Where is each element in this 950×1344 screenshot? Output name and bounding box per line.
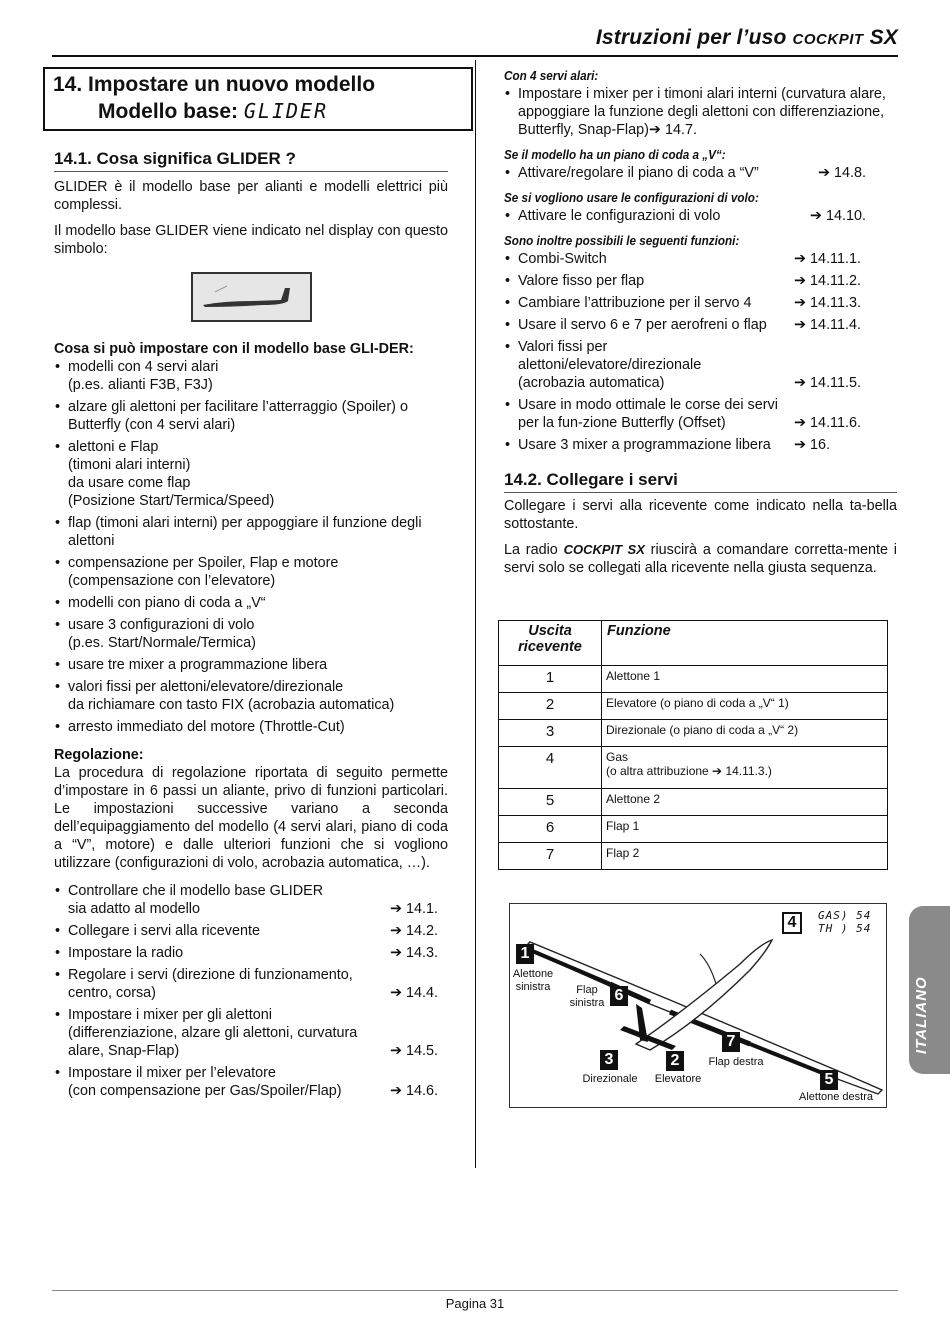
language-tab xyxy=(909,906,950,1074)
cross-ref-link[interactable]: ➔ 14.5. xyxy=(389,1043,438,1059)
step-item xyxy=(54,966,438,1002)
header-brand: COCKPIT xyxy=(792,31,864,48)
step-item xyxy=(54,1064,438,1100)
note-brand: COCKPIT SX xyxy=(563,542,645,557)
table-row xyxy=(499,693,888,720)
lcd-model-name: GLIDER xyxy=(243,99,329,123)
cross-ref-link[interactable]: ➔ 14.8. xyxy=(817,165,866,181)
cross-ref-link[interactable]: ➔ 14.11.6. xyxy=(794,415,861,431)
lcd-line-2: TH ) 54 xyxy=(818,922,872,935)
output-number-cell: 4 xyxy=(499,747,602,789)
marker-7: 7 xyxy=(722,1032,740,1052)
list-other-functions xyxy=(504,250,866,454)
label-alettone-sinistra: Alettone sinistra xyxy=(512,968,554,993)
item-text: Attivare le configurazioni di volo xyxy=(518,208,721,224)
label-flap-sinistra: Flap sinistra xyxy=(569,984,605,1009)
marker-5: 5 xyxy=(820,1070,838,1090)
function-cell: Flap 2 xyxy=(602,843,888,870)
table-row xyxy=(499,720,888,747)
footer-rule xyxy=(52,1290,898,1291)
chapter-title-box xyxy=(43,67,473,131)
label-direzionale: Direzionale xyxy=(582,1073,638,1085)
heading-other-functions: Sono inoltre possibili le seguenti funzioni: xyxy=(504,233,740,248)
section-14-2-intro: Collegare i servi alla ricevente come indicato nella ta-bella sottostante. xyxy=(504,498,897,532)
right-column xyxy=(504,68,897,577)
marker-6: 6 xyxy=(610,986,628,1006)
lcd-line-1: GAS) 54 xyxy=(818,909,872,922)
table-header-function: Funzione xyxy=(602,621,888,666)
function-text: Usare 3 mixer a programmazione libera xyxy=(518,437,771,453)
function-item xyxy=(504,316,866,334)
function-cell: Direzionale (o piano di coda a „V“ 2) xyxy=(602,720,888,747)
heading-4-servi: Con 4 servi alari: xyxy=(504,68,599,83)
can-set-heading: Cosa si può impostare con il modello base GLI-DER: xyxy=(54,341,414,357)
step-text: Collegare i servi alla ricevente xyxy=(68,923,260,939)
table-row xyxy=(499,816,888,843)
table-row xyxy=(499,789,888,816)
function-cell: Gas (o altra attribuzione ➔ 14.11.3.) xyxy=(602,747,888,789)
item-text: Attivare/regolare il piano di coda a “V” xyxy=(518,165,759,181)
feature-item: • modelli con 4 servi alari (p.es. alianti F3B, F3J) xyxy=(54,358,448,394)
label-alettone-destra: Alettone destra xyxy=(799,1091,873,1103)
receiver-output-table xyxy=(498,620,888,870)
function-text: Combi-Switch xyxy=(518,251,607,267)
function-text: Valori fissi per alettoni/elevatore/direzionale (acrobazia automatica) xyxy=(518,339,702,391)
cross-ref-link[interactable]: ➔ 14.2. xyxy=(389,923,438,939)
chapter-subtitle xyxy=(53,98,463,125)
table-row xyxy=(499,843,888,870)
step-text: Impostare i mixer per gli alettoni (differenziazione, alzare gli alettoni, curvatura alare, Snap-Flap) xyxy=(68,1007,358,1059)
function-cell: Alettone 1 xyxy=(602,666,888,693)
left-column xyxy=(54,149,448,1104)
step-item xyxy=(54,944,438,962)
header-rule xyxy=(52,55,898,57)
header-title-text: Istruzioni per l’uso xyxy=(595,26,793,49)
cross-ref-link[interactable]: ➔ 14.4. xyxy=(389,985,438,1001)
cross-ref-link[interactable]: ➔ 16. xyxy=(794,437,831,453)
section-14-2-note xyxy=(504,541,897,577)
heading-v-tail: Se il modello ha un piano di coda a „V“: xyxy=(504,147,726,162)
glider-symbol-image xyxy=(191,272,312,322)
marker-2: 2 xyxy=(666,1051,684,1071)
function-text: Usare in modo ottimale le corse dei servi per la fun-zione Butterfly (Offset) xyxy=(518,397,778,431)
label-elevatore: Elevatore xyxy=(654,1073,702,1085)
note-text-b: riuscirà a comandare corretta-mente i servi solo se collegati alla ricevente nella giusta sequenza. xyxy=(504,542,897,576)
output-number-cell: 6 xyxy=(499,816,602,843)
section-14-2-heading: 14.2. Collegare i servi xyxy=(504,470,897,493)
function-item xyxy=(504,396,866,432)
list-v-tail xyxy=(504,164,866,182)
servo-wiring-diagram xyxy=(509,903,887,1108)
function-cell: Flap 1 xyxy=(602,816,888,843)
function-text: Valore fisso per flap xyxy=(518,273,645,289)
step-text: Regolare i servi (direzione di funzionamento, centro, corsa) xyxy=(68,967,353,1001)
note-text-a: La radio xyxy=(504,542,564,558)
list-4-servi xyxy=(504,85,897,139)
language-tab-label: ITALIANO xyxy=(913,976,930,1054)
chapter-title: 14. Impostare un nuovo modello xyxy=(53,73,376,96)
cross-ref-link[interactable]: ➔ 14.3. xyxy=(389,945,438,961)
feature-item: • flap (timoni alari interni) per appoggiare il funzione degli alettoni xyxy=(54,514,448,550)
cross-ref-link[interactable]: ➔ 14.11.1. xyxy=(794,251,861,267)
function-item xyxy=(504,436,866,454)
feature-item: • valori fissi per alettoni/elevatore/direzionale da richiamare con tasto FIX (acrobazia automatica) xyxy=(54,678,448,714)
step-item xyxy=(54,882,438,918)
column-divider xyxy=(475,60,476,1168)
step-text: Controllare che il modello base GLIDER sia adatto al modello xyxy=(68,883,324,917)
output-number-cell: 5 xyxy=(499,789,602,816)
section-14-1-heading: 14.1. Cosa significa GLIDER ? xyxy=(54,149,448,172)
feature-item: • usare tre mixer a programmazione libera xyxy=(54,656,448,674)
cross-ref-link[interactable]: ➔ 14.11.5. xyxy=(794,375,861,391)
lcd-readout xyxy=(818,909,871,935)
cross-ref-link[interactable]: ➔ 14.11.2. xyxy=(794,273,861,289)
output-number-cell: 1 xyxy=(499,666,602,693)
output-number-cell: 7 xyxy=(499,843,602,870)
label-flap-destra: Flap destra xyxy=(708,1056,764,1068)
marker-4: 4 xyxy=(782,912,802,934)
cross-ref-link[interactable]: ➔ 14.11.3. xyxy=(794,295,861,311)
step-text: Impostare il mixer per l’elevatore (con compensazione per Gas/Spoiler/Flap) xyxy=(68,1065,342,1099)
output-number-cell: 3 xyxy=(499,720,602,747)
steps-list xyxy=(54,882,438,1100)
page-number: Pagina 31 xyxy=(445,1296,505,1311)
feature-item: • arresto immediato del motore (Throttle-Cut) xyxy=(54,718,448,736)
running-header xyxy=(596,26,898,50)
cross-ref-link[interactable]: ➔ 14.10. xyxy=(809,208,866,224)
list-item xyxy=(504,164,866,182)
list-item: • Impostare i mixer per i timoni alari interni (curvatura alare, appoggiare la funzione degli alettoni con differenziazione, Butterfly, Snap-Flap)➔ 14.7. xyxy=(504,85,897,139)
marker-1: 1 xyxy=(516,944,534,964)
feature-item: • modelli con piano di coda a „V“ xyxy=(54,594,448,612)
table-header-output: Uscita ricevente xyxy=(499,621,602,666)
feature-item: • usare 3 configurazioni di volo (p.es. Start/Normale/Termica) xyxy=(54,616,448,652)
cross-ref-link[interactable]: ➔ 14.1. xyxy=(389,901,438,917)
regolazione-text: La procedura di regolazione riportata di seguito permette d’impostare in 6 passi un aliante, privo di funzioni particolari. Le impostazioni successive variano a seconda dell’equipaggiamento del modello (4 servi alari, piano di coda a “V”, motore) e dalle ulteriori funzioni che si vogliono utilizzare (configurazioni di volo, acrobazia automatica, …). xyxy=(54,765,448,871)
list-item xyxy=(504,207,866,225)
output-number-cell: 2 xyxy=(499,693,602,720)
cross-ref-link[interactable]: ➔ 14.6. xyxy=(389,1083,438,1099)
section-14-1-display-note: Il modello base GLIDER viene indicato nel display con questo simbolo: xyxy=(54,223,448,257)
glider-icon xyxy=(193,274,310,320)
function-item xyxy=(504,338,866,392)
function-text: Usare il servo 6 e 7 per aerofreni o flap xyxy=(518,317,767,333)
step-text: Impostare la radio xyxy=(68,945,184,961)
list-flight-config xyxy=(504,207,866,225)
function-cell: Alettone 2 xyxy=(602,789,888,816)
feature-item: • compensazione per Spoiler, Flap e motore (compensazione con l’elevatore) xyxy=(54,554,448,590)
function-cell: Elevatore (o piano di coda a „V“ 1) xyxy=(602,693,888,720)
marker-3: 3 xyxy=(600,1050,618,1070)
table-row xyxy=(499,747,888,789)
function-item xyxy=(504,250,866,268)
step-item xyxy=(54,1006,438,1060)
table-row xyxy=(499,666,888,693)
feature-item: • alzare gli alettoni per facilitare l’atterraggio (Spoiler) o Butterfly (con 4 servi alari) xyxy=(54,398,448,434)
feature-item: • alettoni e Flap (timoni alari interni) da usare come flap (Posizione Start/Termica/Speed) xyxy=(54,438,448,510)
step-item xyxy=(54,922,438,940)
section-14-1-intro: GLIDER è il modello base per alianti e modelli elettrici più complessi. xyxy=(54,179,448,213)
function-item xyxy=(504,272,866,290)
regolazione-heading: Regolazione: xyxy=(54,747,144,763)
header-model: SX xyxy=(863,26,898,49)
chapter-subtitle-text: Modello base: xyxy=(98,100,244,123)
function-text: Cambiare l’attribuzione per il servo 4 xyxy=(518,295,752,311)
heading-flight-config: Se si vogliono usare le configurazioni di volo: xyxy=(504,190,759,205)
feature-list xyxy=(54,358,448,736)
function-item xyxy=(504,294,866,312)
cross-ref-link[interactable]: ➔ 14.11.4. xyxy=(794,317,861,333)
